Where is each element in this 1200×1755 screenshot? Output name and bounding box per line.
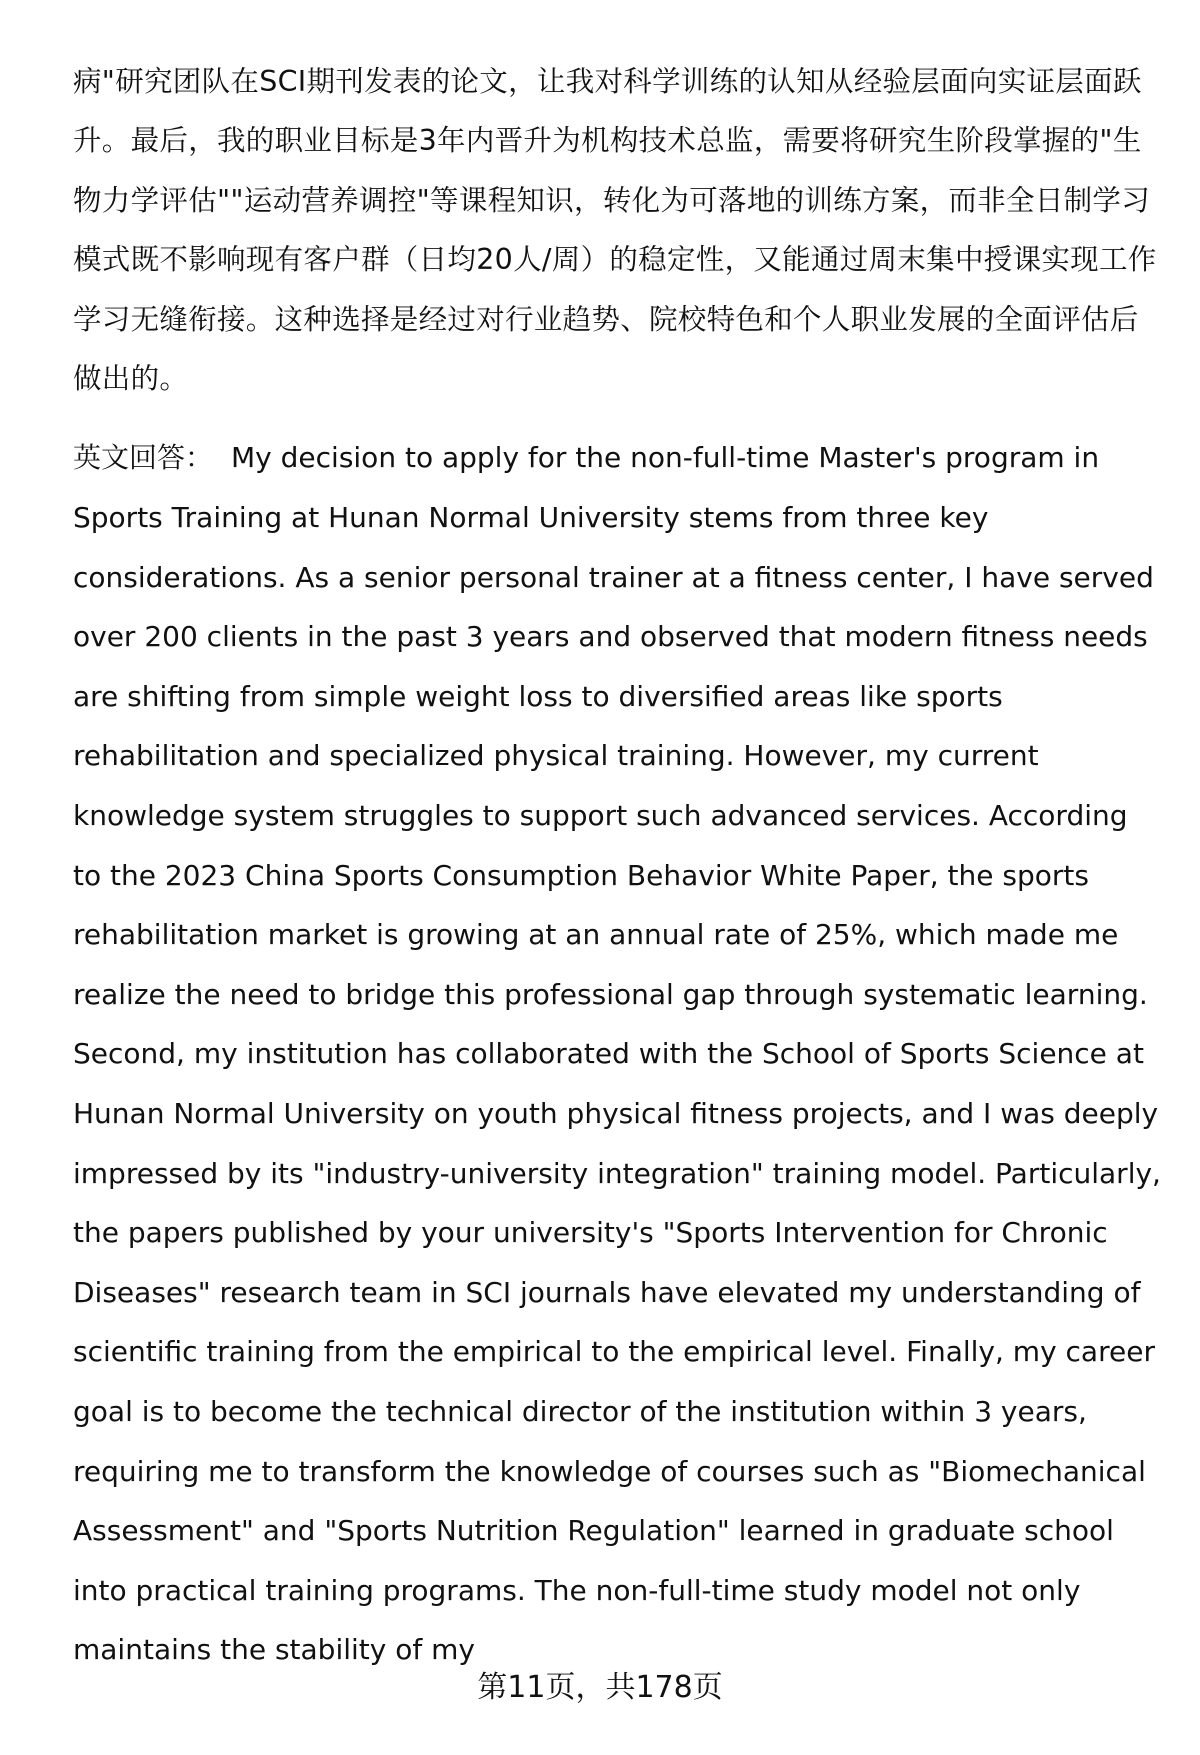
page-content <box>73 52 1163 1680</box>
english-answer-label: 英文回答： <box>73 441 214 475</box>
english-answer-paragraph <box>73 428 1163 1679</box>
english-answer-text: My decision to apply for the non-full-time Master's program in Sports Training at Hunan Normal University stems from three key considerations. As a senior personal trainer at a fitness center, I have served over 200 clients in the past 3 years and observed that modern fitness needs are shifting from simple weight loss to diversified areas like sports rehabilitation and specialized physical training. However, my current knowledge system struggles to support such advanced services. According to the 2023 China Sports Consumption Behavior White Paper, the sports rehabilitation market is growing at an annual rate of 25%, which made me realize the need to bridge this professional gap through systematic learning. Second, my institution has collaborated with the School of Sports Science at Hunan Normal University on youth physical fitness projects, and I was deeply impressed by its "industry-university integration" training model. Particularly, the papers published by your university's "Sports Intervention for Chronic Diseases" research team in SCI journals have elevated my understanding of scientific training from the empirical to the empirical level. Finally, my career goal is to become the technical director of the institution within 3 years, requiring me to transform the knowledge of courses such as "Biomechanical Assessment" and "Sports Nutrition Regulation" learned in graduate school into practical training programs. The non-full-time study model not only maintains the stability of my <box>73 441 1161 1667</box>
page-number-footer: 第11页，共178页 <box>477 1670 723 1705</box>
chinese-answer-paragraph: 病"研究团队在SCI期刊发表的论文，让我对科学训练的认知从经验层面向实证层面跃升。最后，我的职业目标是3年内晋升为机构技术总监，需要将研究生阶段掌握的"生物力学评估""运动营养调控"等课程知识，转化为可落地的训练方案，而非全日制学习模式既不影响现有客户群（日均20人/周）的稳定性，又能通过周末集中授课实现工作学习无缝衔接。这种选择是经过对行业趋势、院校特色和个人职业发展的全面评估后做出的。 <box>73 65 1157 396</box>
